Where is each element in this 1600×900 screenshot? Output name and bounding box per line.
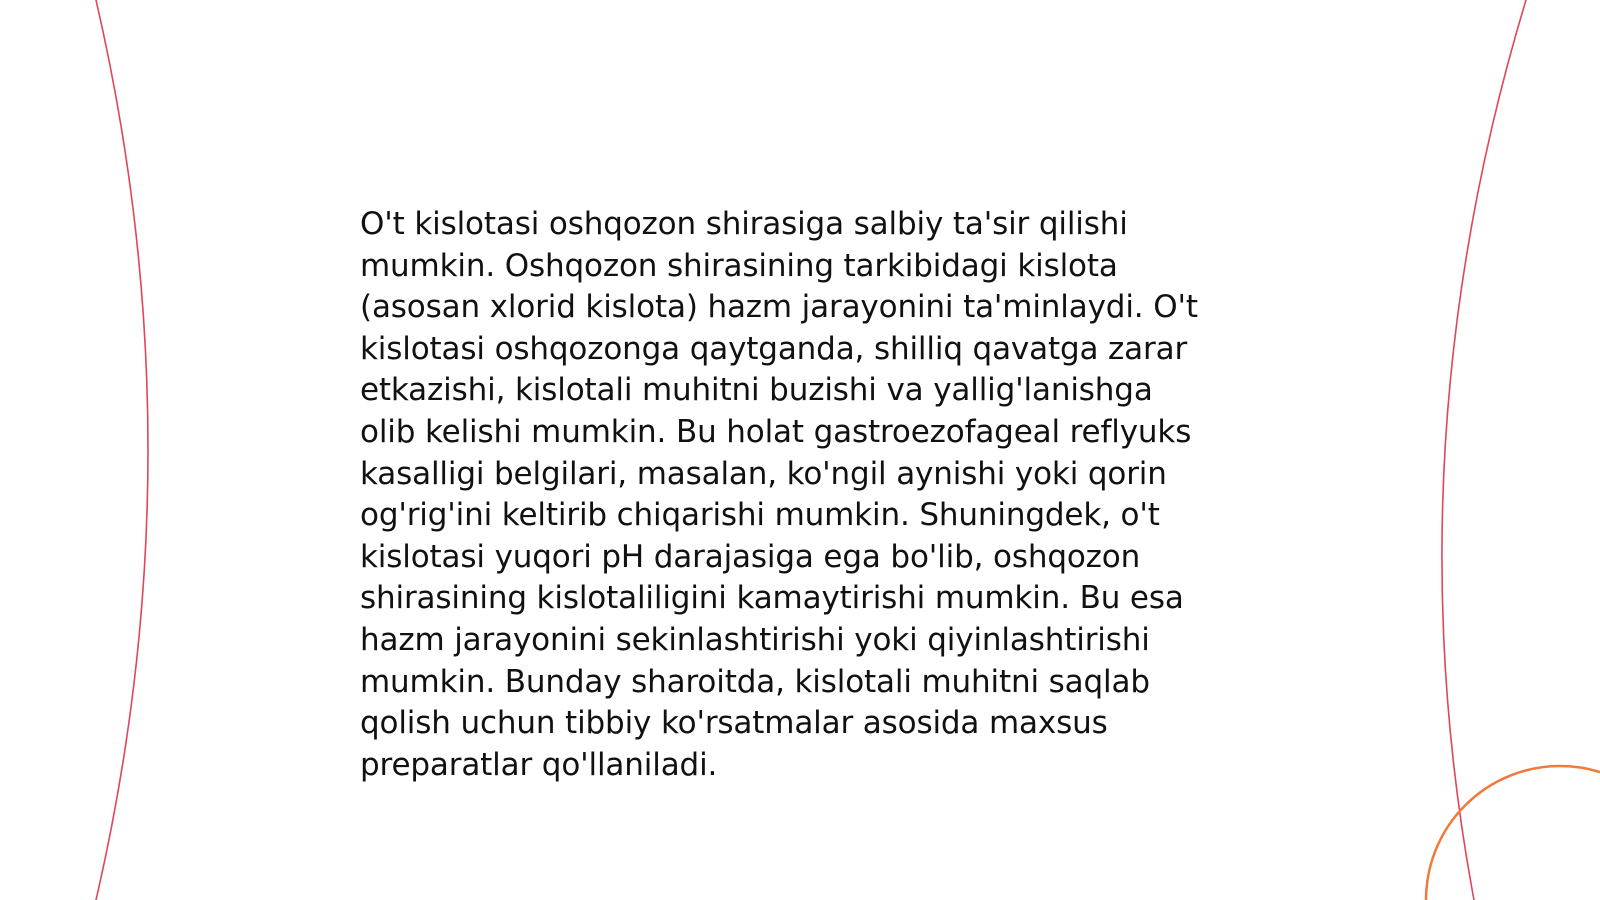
body-line: olib kelishi mumkin. Bu holat gastroezofageal reflyuks [360, 413, 1192, 450]
body-line: mumkin. Bunday sharoitda, kislotali muhitni saqlab [360, 663, 1150, 700]
left-arc [96, 0, 148, 900]
body-line: hazm jarayonini sekinlashtirishi yoki qiyinlashtirishi [360, 621, 1150, 658]
body-line: O't kislotasi oshqozon shirasiga salbiy ta'sir qilishi [360, 206, 1128, 242]
body-line: kislotasi yuqori pH darajasiga ega bo'lib, oshqozon [360, 538, 1141, 575]
corner-circle-arc [1426, 766, 1600, 900]
body-text [360, 204, 1260, 786]
body-line: kasalligi belgilari, masalan, ko'ngil aynishi yoki qorin [360, 455, 1167, 492]
body-line: mumkin. Oshqozon shirasining tarkibidagi kislota [360, 247, 1118, 284]
body-line: kislotasi oshqozonga qaytganda, shilliq qavatga zarar [360, 330, 1188, 367]
right-arc [1442, 0, 1526, 900]
body-line: etkazishi, kislotali muhitni buzishi va yallig'lanishga [360, 372, 1153, 409]
body-line: qolish uchun tibbiy ko'rsatmalar asosida maxsus [360, 705, 1108, 742]
body-line: preparatlar qo'llaniladi. [360, 746, 718, 783]
body-line: og'rig'ini keltirib chiqarishi mumkin. Shuningdek, o't [360, 497, 1160, 534]
body-line: (asosan xlorid kislota) hazm jarayonini ta'minlaydi. O't [360, 289, 1198, 326]
body-line: shirasining kislotaliligini kamaytirishi mumkin. Bu esa [360, 580, 1184, 617]
